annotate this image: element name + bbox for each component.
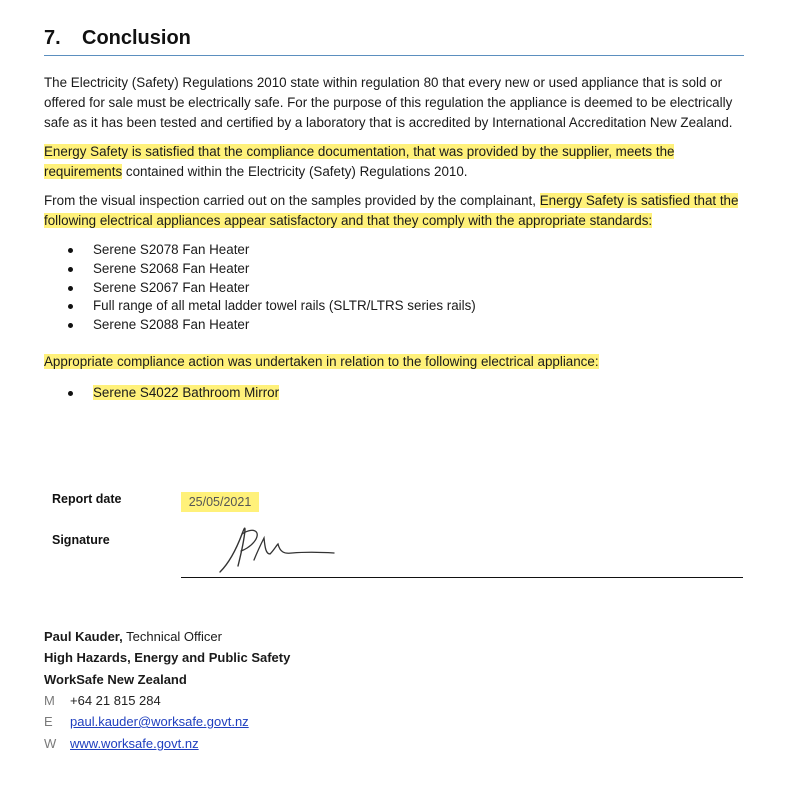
report-date-value: 25/05/2021 [181,492,259,512]
list-item [68,384,279,403]
contact-organization: WorkSafe New Zealand [44,672,187,687]
paragraph-text: From the visual inspection carried out on the samples provided by the complainant, [44,193,540,208]
section-heading [44,27,191,50]
section-number: 7. [44,27,61,49]
satisfactory-appliance-list [68,241,476,335]
highlighted-text: Appropriate compliance action was undertaken in relation to the following electrical appliance: [44,354,599,369]
email-link[interactable]: paul.kauder@worksafe.govt.nz [70,714,249,729]
mobile-letter: M [44,693,55,708]
action-appliance-list [68,384,279,403]
compliance-paragraph [44,142,756,182]
contact-web-row [44,733,199,755]
inspection-paragraph [44,191,756,231]
heading-underline [44,55,744,56]
contact-mobile: +64 21 815 284 [70,693,161,708]
contact-department: High Hazards, Energy and Public Safety [44,650,291,665]
website-link[interactable]: www.worksafe.govt.nz [70,736,199,751]
contact-role: Technical Officer [122,629,222,644]
email-letter: E [44,714,53,729]
list-item: Serene S2088 Fan Heater [68,316,476,335]
highlighted-text: Energy Safety is satisfied that the compliance documentation, that was provided by the supplier, meets the requirements [44,144,675,179]
contact-email-row [44,711,249,733]
contact-mobile-row [44,690,161,712]
compliance-action-paragraph [44,352,756,372]
handwritten-signature [214,520,339,576]
contact-name-line [44,626,222,648]
list-item: Serene S2078 Fan Heater [68,241,476,260]
signature-label: Signature [52,533,110,547]
list-item: Serene S2068 Fan Heater [68,260,476,279]
regulation-paragraph: The Electricity (Safety) Regulations 2010 state within regulation 80 that every new or used appliance that is sold or offered for sale must be electrically safe. For the purpose of this regulation the appliance is deemed to be electrically safe as it has been tested and certified by a laboratory that is accredited by International Accreditation New Zealand. [44,75,733,130]
contact-name: Paul Kauder, [44,629,123,644]
paragraph-text: contained within the Electricity (Safety) Regulations 2010. [122,164,468,179]
highlighted-text: Energy Safety is satisfied that the following electrical appliances appear satisfactory and that they comply with the appropriate standards: [44,193,739,228]
signature-line [181,577,743,578]
list-item: Full range of all metal ladder towel rails (SLTR/LTRS series rails) [68,297,476,316]
report-date-label: Report date [52,492,122,506]
web-letter: W [44,736,57,751]
list-item: Serene S2067 Fan Heater [68,279,476,298]
section-title: Conclusion [82,27,191,49]
highlighted-text: Serene S4022 Bathroom Mirror [93,385,280,400]
